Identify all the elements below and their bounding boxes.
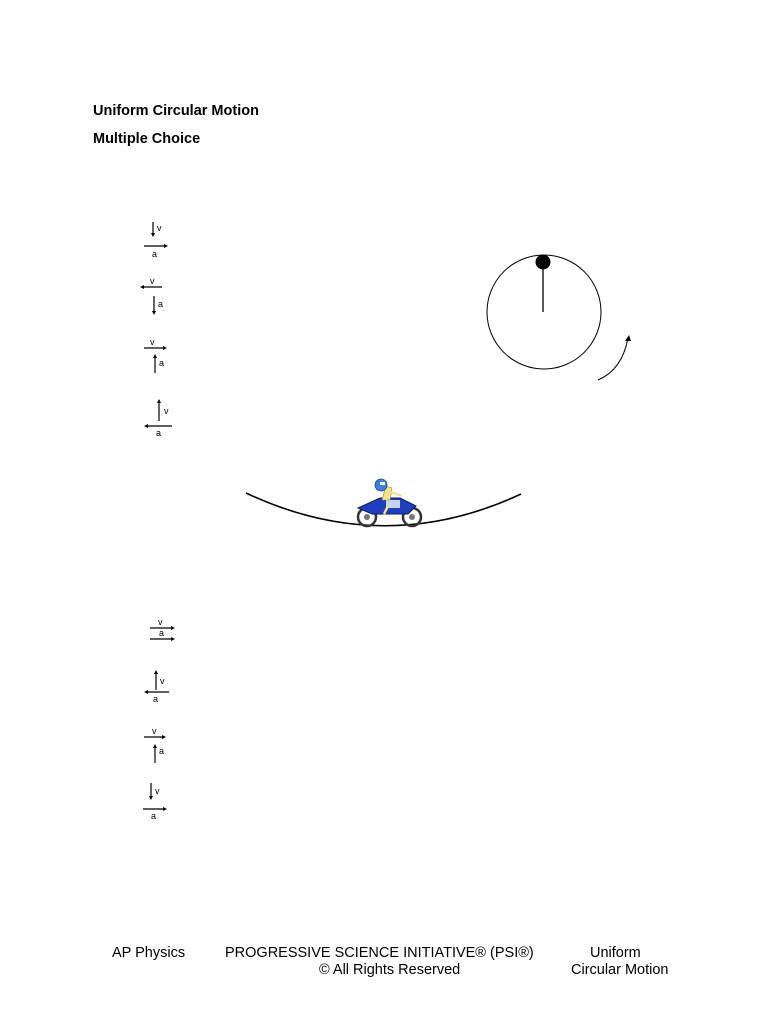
acceleration-label: a [159,628,165,638]
option-v-left-a-down-icon[interactable] [140,276,180,324]
footer-topic-line1: Uniform [590,945,641,961]
acceleration-label: a [159,358,165,368]
ball-icon [536,255,551,270]
acceleration-label: a [153,694,159,704]
footer-copyright: © All Rights Reserved [319,962,461,978]
circular-path [487,255,601,369]
option-v-right-a-up-icon[interactable] [140,337,180,385]
footer-org: PROGRESSIVE SCIENCE INITIATIVE® (PSI®) [225,945,534,961]
velocity-label: v [157,223,162,233]
velocity-label: v [158,617,163,627]
acceleration-label: a [159,746,165,756]
acceleration-label: a [158,299,164,309]
velocity-label: v [155,786,160,796]
velocity-label: v [160,676,165,686]
option-v-right-a-up-icon[interactable] [140,726,180,774]
rotation-arrow-icon [598,338,628,380]
page-title: Uniform Circular Motion [93,103,259,119]
acceleration-label: a [152,249,158,259]
motorcycle-dip-figure [240,470,530,540]
velocity-label: v [150,276,155,286]
option-v-up-a-left-icon[interactable] [140,668,180,716]
option-v-up-a-left-icon[interactable] [140,396,180,444]
circular-motion-figure [470,245,650,395]
option-v-right-a-right-icon[interactable] [145,615,185,663]
velocity-label: v [152,726,157,736]
option-v-down-a-right-icon[interactable] [140,218,180,266]
footer-course: AP Physics [112,945,186,961]
footer-topic-line2: Circular Motion [571,962,669,978]
acceleration-label: a [151,811,157,821]
acceleration-label: a [156,428,162,438]
velocity-label: v [164,406,169,416]
section-subtitle: Multiple Choice [93,131,201,147]
option-v-down-a-right-icon[interactable] [140,780,180,828]
motorcycle-icon [358,479,421,526]
velocity-label: v [150,337,155,347]
rotation-arrowhead-icon [625,335,631,341]
